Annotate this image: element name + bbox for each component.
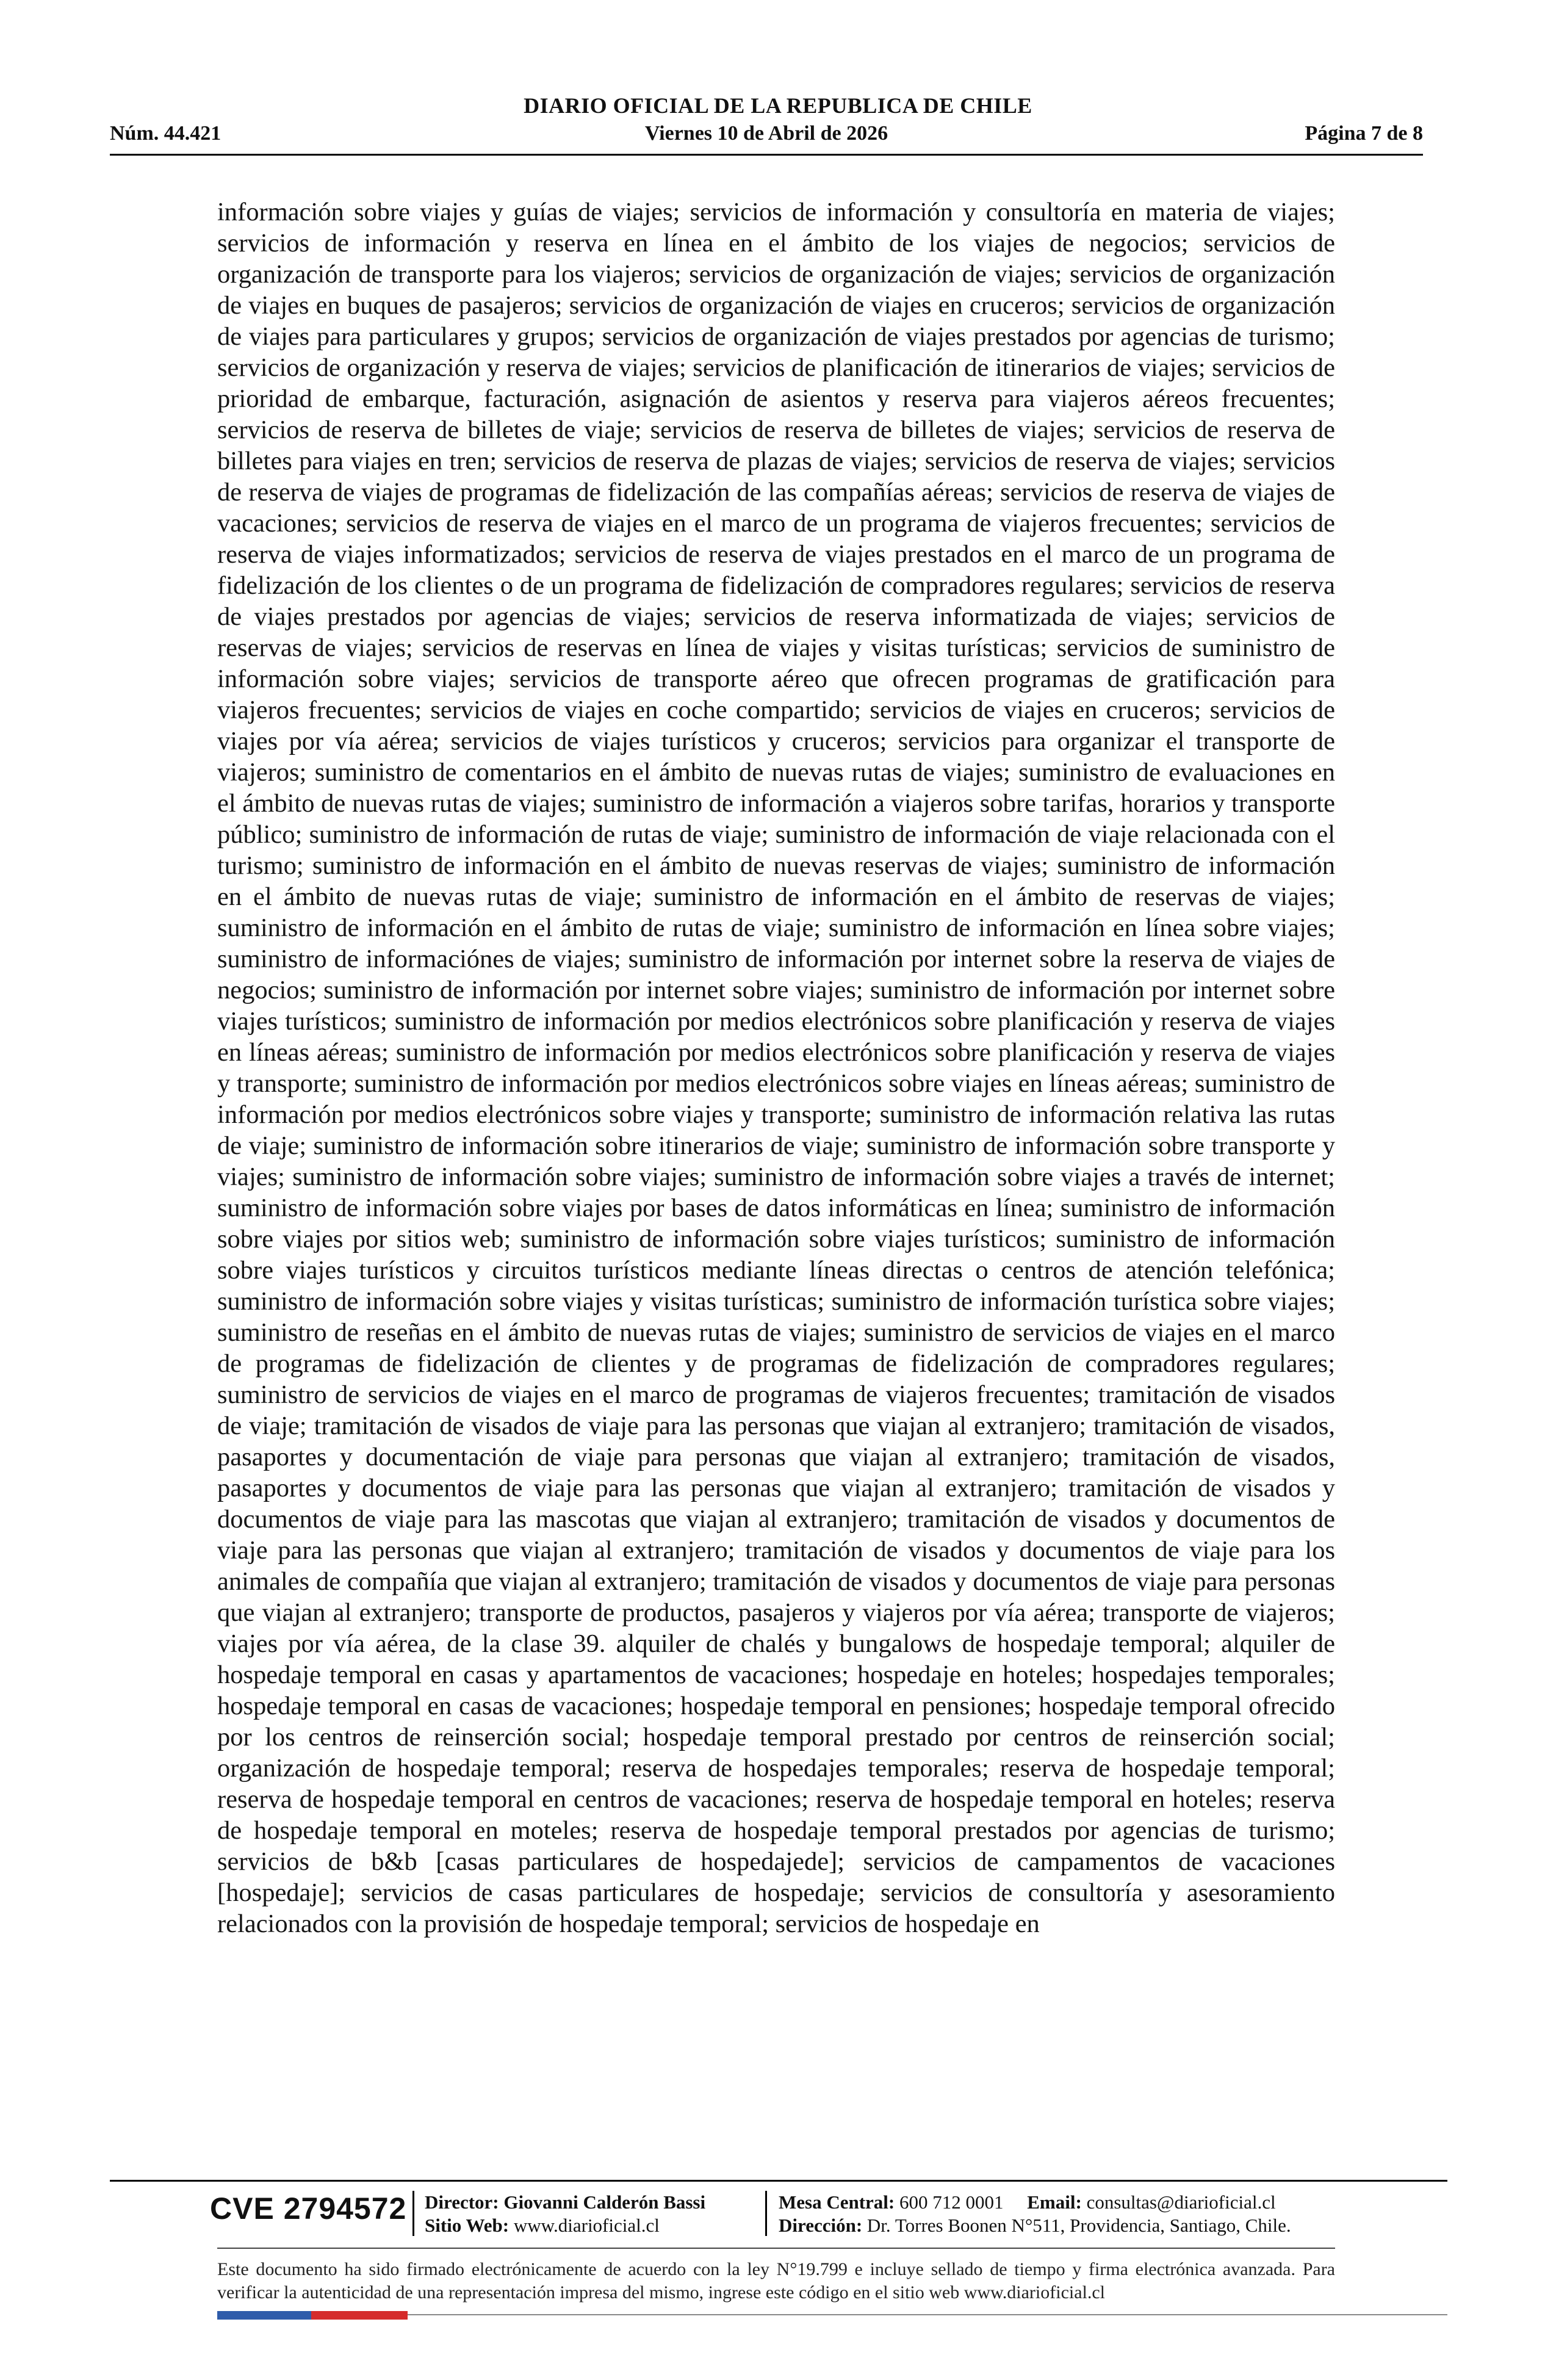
site-label: Sitio Web:	[425, 2215, 510, 2236]
footer-separator	[412, 2191, 414, 2236]
footer-bottom-line	[408, 2314, 1447, 2315]
address-label: Dirección:	[779, 2215, 863, 2236]
footer-thin-divider	[217, 2248, 1335, 2249]
header-row	[110, 122, 1423, 150]
issue-number: Núm. 44.421	[110, 122, 222, 145]
page-indicator: Página 7 de 8	[1305, 122, 1423, 145]
phone-value: 600 712 0001	[899, 2191, 1004, 2213]
footer-divider	[110, 2180, 1447, 2182]
flag-stripe-blue	[217, 2311, 311, 2320]
footer-separator	[765, 2191, 767, 2236]
body-paragraph: información sobre viajes y guías de viajes; servicios de información y consultoría en materia de viajes; servicios de información y reserva en línea en el ámbito de los viajes de negocios; servicios de organización de transporte para los viajeros; servicios de organización de viajes; servicios de organización de viajes en buques de pasajeros; servicios de organización de viajes en cruceros; servicios de organización de viajes para particulares y grupos; servicios de organización de viajes prestados por agencias de turismo; servicios de organización y reserva de viajes; servicios de planificación de itinerarios de viajes; servicios de prioridad de embarque, facturación, asignación de asientos y reserva para viajeros aéreos frecuentes; servicios de reserva de billetes de viaje; servicios de reserva de billetes de viajes; servicios de reserva de billetes para viajes en tren; servicios de reserva de plazas de viajes; servicios de reserva de viajes; servicios de reserva de viajes de programas de fidelización de las compañías aéreas; servicios de reserva de viajes de vacaciones; servicios de reserva de viajes en el marco de un programa de viajeros frecuentes; servicios de reserva de viajes informatizados; servicios de reserva de viajes prestados en el marco de un programa de fidelización de los clientes o de un programa de fidelización de compradores regulares; servicios de reserva de viajes prestados por agencias de viajes; servicios de reserva informatizada de viajes; servicios de reservas de viajes; servicios de reservas en línea de viajes y visitas turísticas; servicios de suministro de información sobre viajes; servicios de transporte aéreo que ofrecen programas de gratificación para viajeros frecuentes; servicios de viajes en coche compartido; servicios de viajes en cruceros; servicios de viajes por vía aérea; servicios de viajes turísticos y cruceros; servicios para organizar el transporte de viajeros; suministro de comentarios en el ámbito de nuevas rutas de viajes; suministro de evaluaciones en el ámbito de nuevas rutas de viajes; suministro de información a viajeros sobre tarifas, horarios y transporte público; suministro de información de rutas de viaje; suministro de información de viaje relacionada con el turismo; suministro de información en el ámbito de nuevas reservas de viajes; suministro de información en el ámbito de nuevas rutas de viaje; suministro de información en el ámbito de reservas de viajes; suministro de información en el ámbito de rutas de viaje; suministro de información en línea sobre viajes; suministro de informaciónes de viajes; suministro de información por internet sobre la reserva de viajes de negocios; suministro de información por internet sobre viajes; suministro de información por internet sobre viajes turísticos; suministro de información por medios electrónicos sobre planificación y reserva de viajes en líneas aéreas; suministro de información por medios electrónicos sobre planificación y reserva de viajes y transporte; suministro de información por medios electrónicos sobre viajes en líneas aéreas; suministro de información por medios electrónicos sobre viajes y transporte; suministro de información relativa las rutas de viaje; suministro de información sobre itinerarios de viaje; suministro de información sobre transporte y viajes; suministro de información sobre viajes; suministro de información sobre viajes a través de internet; suministro de información sobre viajes por bases de datos informáticas en línea; suministro de información sobre viajes por sitios web; suministro de información sobre viajes turísticos; suministro de información sobre viajes turísticos y circuitos turísticos mediante líneas directas o centros de atención telefónica; suministro de información sobre viajes y visitas turísticas; suministro de información turística sobre viajes; suministro de reseñas en el ámbito de nuevas rutas de viajes; suministro de servicios de viajes en el marco de programas de fidelización de clientes y de programas de fidelización de compradores regulares; suministro de servicios de viajes en el marco de programas de viajeros frecuentes; tramitación de visados de viaje; tramitación de visados de viaje para las personas que viajan al extranjero; tramitación de visados, pasaportes y documentación de viaje para personas que viajan al extranjero; tramitación de visados, pasaportes y documentos de viaje para las personas que viajan al extranjero; tramitación de visados y documentos de viaje para las mascotas que viajan al extranjero; tramitación de visados y documentos de viaje para las personas que viajan al extranjero; tramitación de visados y documentos de viaje para los animales de compañía que viajan al extranjero; tramitación de visados y documentos de viaje para personas que viajan al extranjero; transporte de productos, pasajeros y viajeros por vía aérea; transporte de viajeros; viajes por vía aérea, de la clase 39. alquiler de chalés y bungalows de hospedaje temporal; alquiler de hospedaje temporal en casas y apartamentos de vacaciones; hospedaje en hoteles; hospedajes temporales; hospedaje temporal en casas de vacaciones; hospedaje temporal en pensiones; hospedaje temporal ofrecido por los centros de reinserción social; hospedaje temporal prestado por centros de reinserción social; organización de hospedaje temporal; reserva de hospedajes temporales; reserva de hospedaje temporal; reserva de hospedaje temporal en centros de vacaciones; reserva de hospedaje temporal en hoteles; reserva de hospedaje temporal en moteles; reserva de hospedaje temporal prestados por agencias de turismo; servicios de b&b [casas particulares de hospedajede]; servicios de campamentos de vacaciones [hospedaje]; servicios de casas particulares de hospedaje; servicios de consultoría y asesoramiento relacionados con la provisión de hospedaje temporal; servicios de hospedaje en	[217, 198, 1335, 1938]
flag-stripe-red	[311, 2311, 408, 2320]
header-divider	[110, 154, 1423, 156]
footer-director-block	[425, 2191, 705, 2237]
address-value: Dr. Torres Boonen N°511, Providencia, Santiago, Chile.	[866, 2215, 1291, 2236]
issue-date: Viernes 10 de Abril de 2026	[644, 122, 888, 145]
phone-label: Mesa Central:	[779, 2191, 895, 2213]
footer-contact-block	[779, 2191, 1291, 2237]
email-link[interactable]: consultas@diarioficial.cl	[1086, 2191, 1276, 2213]
director-name: Giovanni Calderón Bassi	[503, 2191, 706, 2213]
newspaper-title: DIARIO OFICIAL DE LA REPUBLICA DE CHILE	[524, 93, 1032, 118]
cve-code: CVE 2794572	[210, 2191, 407, 2226]
director-label: Director:	[425, 2191, 499, 2213]
legal-notice: Este documento ha sido firmado electrónicamente de acuerdo con la ley N°19.799 e incluye sellado de tiempo y firma electrónica avanzada. Para verificar la autenticidad de una representación impresa del mismo, ingrese este código en el sitio web www.diarioficial.cl	[217, 2259, 1335, 2302]
site-link[interactable]: www.diarioficial.cl	[513, 2215, 660, 2236]
email-label: Email:	[1027, 2191, 1082, 2213]
